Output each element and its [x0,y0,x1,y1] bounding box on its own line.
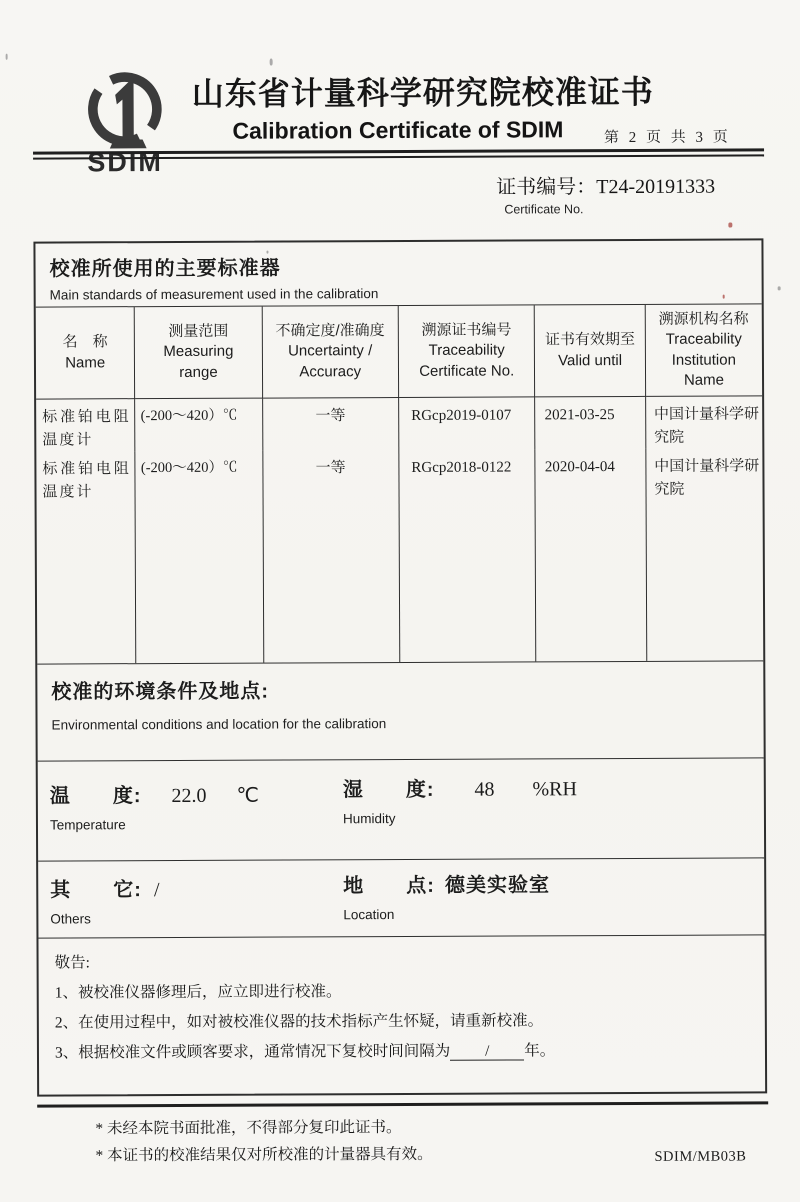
footer-notes [95,1114,432,1169]
location-block [343,868,550,922]
table-row-1-institution: 中国计量科学研究院 [653,406,760,446]
sdim-numeral-one-circle-logo [85,67,165,151]
table-row-2-valid-until: 2020-04-04 [536,449,647,661]
table-row-2-accuracy: 一等 [263,450,400,663]
table-row-1-traceability-no: RGcp2019-0107 [399,397,536,450]
others-location-row [38,858,764,938]
certificate-number-label-en: Certificate No. [504,202,584,217]
standards-title-cn: 校准所使用的主要标准器 [49,257,281,281]
col-header-uncertainty-accuracy: 不确定度/准确度 Uncertainty / Accuracy [262,306,399,399]
notice-item-2: 2、在使用过程中，如对被校准仪器的技术指标产生怀疑，请重新校准。 [54,1012,544,1032]
scan-artifact [778,286,781,290]
form-code: SDIM/MB03B [654,1148,747,1165]
certificate-number-line [496,170,715,200]
certificate-title-cn: 山东省计量科学研究院校准证书 [191,73,654,112]
location-value: 德美实验室 [444,874,550,897]
environment-title-cn: 校准的环境条件及地点: [51,680,270,704]
col-header-measuring-range: 测量范围 Measuring range [135,307,262,400]
humidity-block [343,772,577,826]
table-row-2-range: (-200～420）℃ [136,451,264,664]
scan-artifact [270,59,273,66]
temperature-value: 22.0 [171,784,207,807]
table-row-2-name: 标准铂电阻温度计 [36,451,136,663]
notice-item-3-blank: / [450,1042,524,1060]
logo-text: SDIM [87,147,163,178]
notice-item-3-prefix: 3、根据校准文件或顾客要求，通常情况下复校时间间隔为 [54,1042,451,1062]
notice-title: 敬告: [54,954,90,972]
table-row-2-traceability-no: RGcp2018-0122 [399,449,536,662]
footer-note-2: * 本证书的校准结果仅对所校准的计量器具有效。 [95,1145,433,1165]
table-row-2-institution: 中国计量科学研究院 [654,458,760,498]
standards-section-header [35,240,761,307]
location-label-en: Location [343,907,395,923]
location-label-cn: 地 点: [343,874,435,898]
temperature-block [50,779,259,833]
others-label-en: Others [50,911,91,927]
humidity-value: 48 [474,778,495,801]
temperature-label-cn: 温 度: [49,785,142,808]
scan-artifact [723,295,725,299]
notice-item-1: 1、被校准仪器修理后，应立即进行校准。 [54,983,342,1002]
certificate-number-label-cn: 证书编号： [496,176,597,199]
notice-item-3 [55,1037,749,1062]
others-block [50,873,159,926]
footer-rule [37,1101,768,1107]
col-header-valid-until: 证书有效期至 Valid until [535,305,646,397]
scan-artifact [266,251,268,254]
scan-artifact [6,54,8,60]
table-row-1-range: (-200～420）℃ [136,399,263,452]
standards-title-en: Main standards of measurement used in the calibration [49,286,379,303]
humidity-unit: %RH [532,778,578,801]
certificate-body-box [33,238,767,1096]
certificate-number-value: T24-20191333 [596,175,716,199]
page-number-info: 第 2 页 共 3 页 [603,129,731,147]
table-row-1-name: 标准铂电阻温度计 [36,399,136,451]
temperature-humidity-row [38,758,764,861]
notice-section [38,935,765,1094]
environment-title-en: Environmental conditions and location for the calibration [51,716,387,733]
col-header-name: 名 称 Name [36,307,136,399]
temperature-unit: ℃ [236,784,260,807]
humidity-label-cn: 湿 度: [342,778,435,802]
temperature-label-en: Temperature [49,817,126,833]
humidity-label-en: Humidity [342,811,396,827]
others-value: / [153,879,160,902]
standards-table [36,304,764,664]
certificate-title-en: Calibration Certificate of SDIM [232,116,564,144]
others-label-cn: 其 它: [50,879,142,902]
environment-section-header [37,661,763,761]
scan-artifact [728,223,732,228]
notice-item-3-suffix: 年。 [524,1042,556,1060]
footer-note-1: * 未经本院书面批准，不得部分复印此证书。 [95,1118,402,1138]
table-row-1-accuracy: 一等 [263,398,400,451]
col-header-traceability-institution: 溯源机构名称 Traceability Institution Name [646,304,763,397]
table-row-1-valid-until: 2021-03-25 [536,397,647,449]
col-header-traceability-certificate-no: 溯源证书编号 Traceability Certificate No. [399,305,536,398]
